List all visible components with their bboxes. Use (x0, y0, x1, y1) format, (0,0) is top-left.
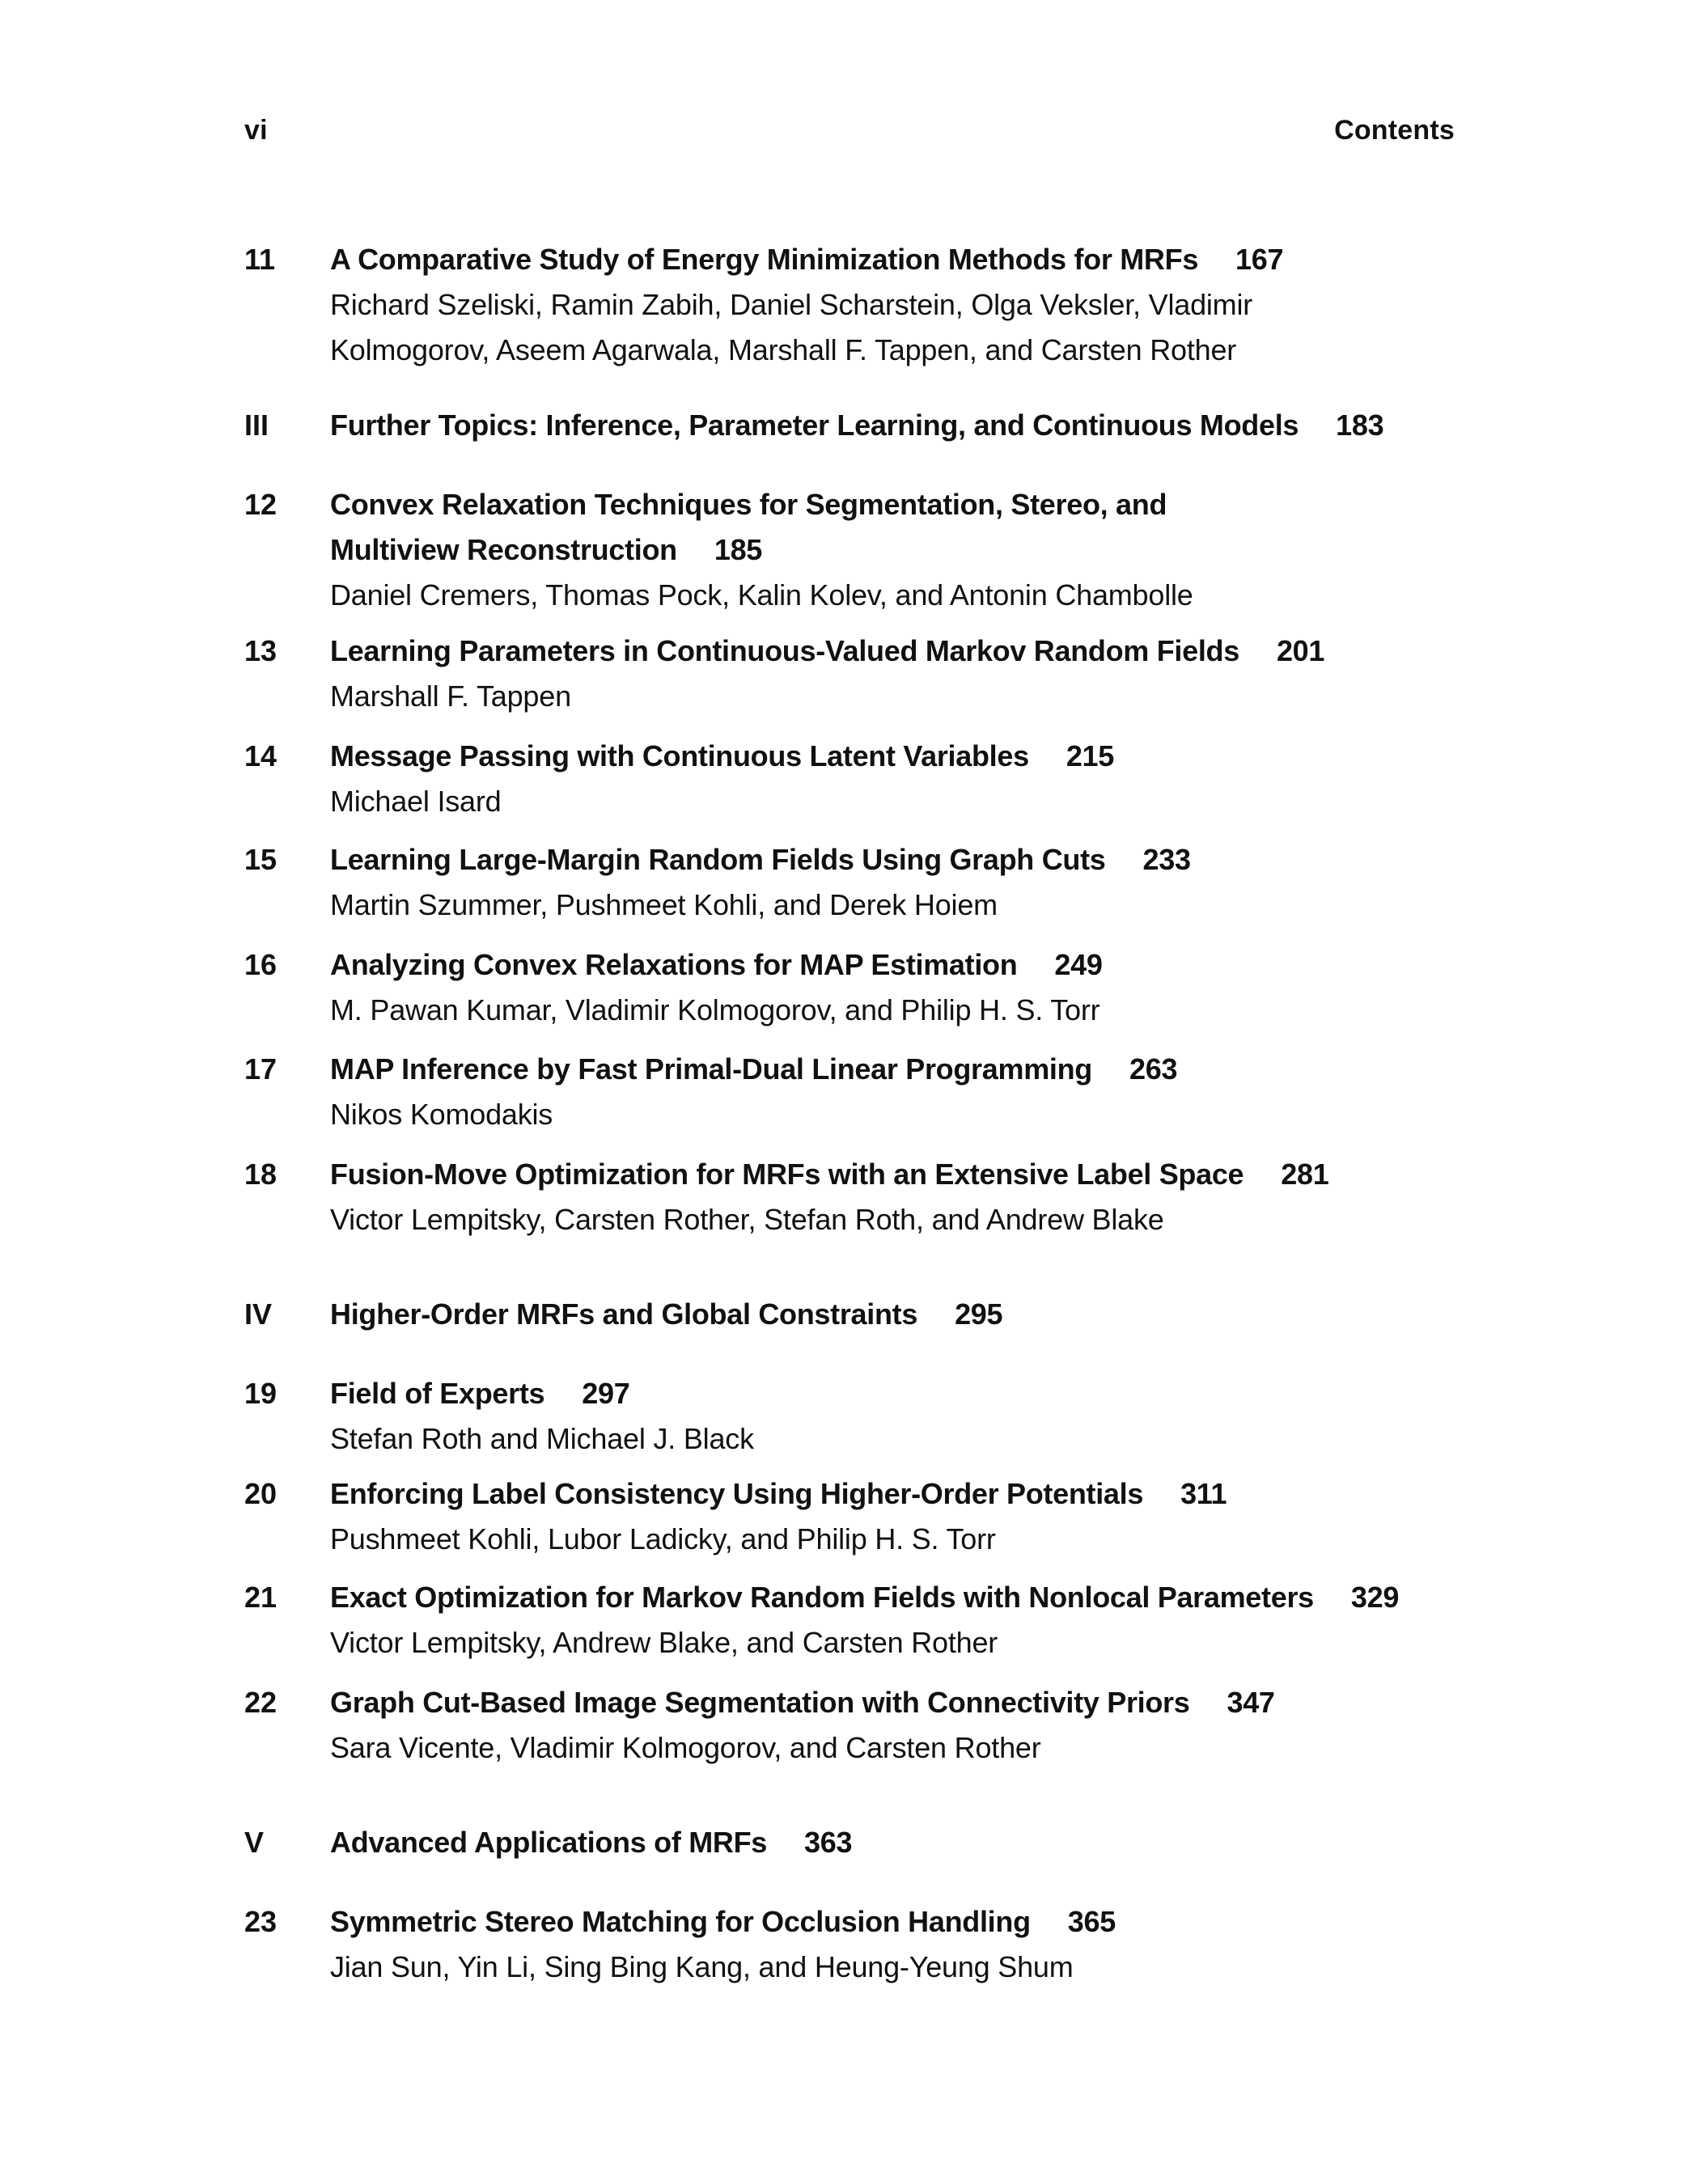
entry-page-number: 281 (1281, 1158, 1329, 1191)
entry-authors: Stefan Roth and Michael J. Black (330, 1422, 754, 1455)
entry-page-number: 263 (1129, 1052, 1178, 1086)
entry-authors: Richard Szeliski, Ramin Zabih, Daniel Scharstein, Olga Veksler, Vladimir (330, 288, 1253, 321)
entry-page-number: 297 (582, 1377, 630, 1410)
entry-number: 20 (244, 1477, 278, 1510)
entry-number: 13 (244, 634, 278, 667)
entry-title: Further Topics: Inference, Parameter Learning, and Continuous Models (330, 408, 1299, 442)
entry-authors: Michael Isard (330, 785, 502, 818)
toc-entry (244, 403, 1458, 448)
entry-title: Message Passing with Continuous Latent Variables (330, 739, 1029, 772)
entry-page-number: 365 (1067, 1905, 1116, 1938)
entry-page-number: 295 (955, 1297, 1003, 1331)
entry-title: A Comparative Study of Energy Minimization Methods for MRFs (330, 243, 1199, 276)
entry-title: Exact Optimization for Markov Random Fields with Nonlocal Parameters (330, 1581, 1314, 1614)
toc-entry (244, 942, 1458, 1033)
toc-entry (244, 1899, 1458, 1990)
entry-page-number: 167 (1235, 243, 1284, 276)
entry-authors: Jian Sun, Yin Li, Sing Bing Kang, and Heung-Yeung Shum (330, 1950, 1074, 1983)
entry-title: MAP Inference by Fast Primal-Dual Linear Programming (330, 1052, 1092, 1086)
toc-entry (244, 629, 1458, 719)
entry-title: Advanced Applications of MRFs (330, 1826, 768, 1859)
running-head-section: Contents (1334, 115, 1455, 146)
toc-entry (244, 1575, 1458, 1666)
toc-entry (244, 1292, 1458, 1337)
entry-page-number: 185 (714, 533, 763, 566)
toc-entry (244, 1047, 1458, 1137)
toc-entry (244, 1680, 1458, 1771)
entry-authors: Victor Lempitsky, Carsten Rother, Stefan Roth, and Andrew Blake (330, 1203, 1164, 1236)
entry-number: 18 (244, 1158, 278, 1191)
entry-authors: Kolmogorov, Aseem Agarwala, Marshall F. Tappen, and Carsten Rother (330, 333, 1237, 366)
entry-page-number: 311 (1180, 1477, 1227, 1510)
entry-page-number: 233 (1142, 843, 1191, 876)
running-head-page-number: vi (244, 115, 268, 146)
entry-page-number: 347 (1227, 1686, 1275, 1719)
entry-authors: M. Pawan Kumar, Vladimir Kolmogorov, and Philip H. S. Torr (330, 993, 1100, 1026)
entry-page-number: 249 (1054, 948, 1103, 981)
entry-page-number: 201 (1276, 634, 1325, 667)
entry-page-number: 363 (804, 1826, 853, 1859)
entry-title: Enforcing Label Consistency Using Higher-Order Potentials (330, 1477, 1144, 1510)
entry-number: 12 (244, 488, 278, 521)
entry-title: Fusion-Move Optimization for MRFs with an Extensive Label Space (330, 1158, 1244, 1191)
entry-number: 21 (244, 1581, 278, 1614)
entry-authors: Marshall F. Tappen (330, 679, 571, 713)
toc-entry (244, 1820, 1458, 1865)
entry-page-number: 329 (1350, 1581, 1400, 1614)
toc-entry (244, 1152, 1458, 1242)
entry-number: 17 (244, 1052, 278, 1086)
entry-page-number: 215 (1066, 739, 1114, 772)
entry-title: Symmetric Stereo Matching for Occlusion Handling (330, 1905, 1031, 1938)
entry-authors: Victor Lempitsky, Andrew Blake, and Carsten Rother (330, 1626, 998, 1659)
entry-page-number: 183 (1336, 408, 1384, 442)
entry-authors: Daniel Cremers, Thomas Pock, Kalin Kolev, and Antonin Chambolle (330, 578, 1193, 612)
toc-entry (244, 1371, 1458, 1462)
entry-number: 11 (244, 243, 276, 276)
entry-number: 16 (244, 948, 278, 981)
entry-title: Learning Parameters in Continuous-Valued Markov Random Fields (330, 634, 1239, 667)
entry-number: IV (244, 1297, 273, 1331)
entry-authors: Nikos Komodakis (330, 1098, 553, 1131)
toc-entry (244, 482, 1458, 618)
entry-title: Learning Large-Margin Random Fields Using Graph Cuts (330, 843, 1106, 876)
toc-entry (244, 837, 1458, 928)
entry-title: Multiview Reconstruction (330, 533, 677, 566)
entry-authors: Sara Vicente, Vladimir Kolmogorov, and Carsten Rother (330, 1731, 1041, 1764)
entry-title: Graph Cut-Based Image Segmentation with Connectivity Priors (330, 1686, 1190, 1719)
entry-authors: Pushmeet Kohli, Lubor Ladicky, and Philip H. S. Torr (330, 1522, 996, 1555)
entry-number: 23 (244, 1905, 278, 1938)
entry-number: 22 (244, 1686, 278, 1719)
toc-entry (244, 1471, 1458, 1562)
entry-number: 19 (244, 1377, 278, 1410)
entry-title: Field of Experts (330, 1377, 545, 1410)
toc-entry (244, 237, 1458, 373)
entry-number: 14 (244, 739, 278, 772)
entry-authors: Martin Szummer, Pushmeet Kohli, and Derek Hoiem (330, 888, 998, 921)
toc-entry (244, 734, 1458, 824)
entry-number: V (244, 1826, 265, 1859)
entry-title: Convex Relaxation Techniques for Segmentation, Stereo, and (330, 488, 1167, 521)
entry-title: Analyzing Convex Relaxations for MAP Estimation (330, 948, 1018, 981)
entry-number: 15 (244, 843, 278, 876)
entry-number: III (244, 408, 269, 442)
entry-title: Higher-Order MRFs and Global Constraints (330, 1297, 918, 1331)
